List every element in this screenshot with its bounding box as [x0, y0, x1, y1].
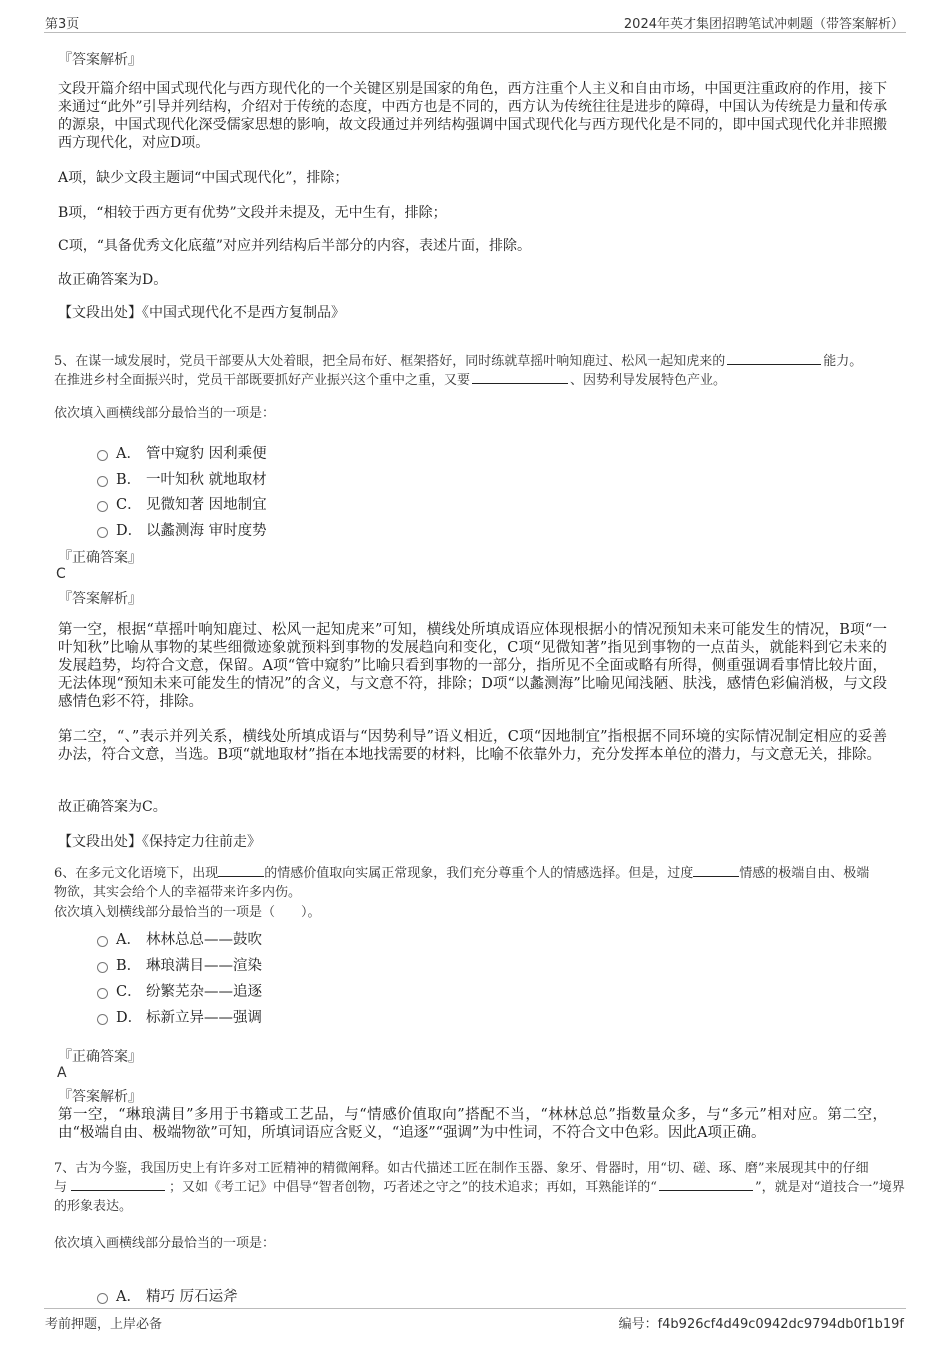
q6-option-b[interactable]: B． 琳琅满目——渲染 — [97, 954, 262, 975]
analysis-tag: 『答案解析』 — [58, 52, 142, 68]
q5-option-d[interactable]: D． 以蠡测海 审时度势 — [97, 519, 267, 540]
q5-source: 【文段出处】《保持定力往前走》 — [58, 834, 261, 850]
footer-slogan: 考前押题，上岸必备 — [45, 1317, 163, 1332]
footer-divider — [44, 1308, 906, 1309]
q5-conclusion: 故正确答案为C。 — [58, 799, 167, 815]
document-id: 编号：f4b926cf4d49c0942dc9794db0f1b19f — [618, 1317, 904, 1332]
q7-stem: 7、古为今鉴，我国历史上有许多对工匠精神的精微阐释。如古代描述工匠在制作玉器、象牙、骨器时，用“切、磋、琢、磨”来展现其中的仔细 与 ；又如《考工记》中倡导“智者创物，巧者述之守之”的技术追求；再如，耳熟能详的“ ”，就是对“道技合一”境界 的形象表达。 — [54, 1161, 905, 1214]
radio-icon[interactable] — [97, 936, 108, 947]
analysis-tag: 『答案解析』 — [58, 591, 142, 607]
analysis-tag: 『答案解析』 — [58, 1089, 142, 1105]
radio-icon[interactable] — [97, 988, 108, 999]
q6-prompt: 依次填入划横线部分最恰当的一项是（ ）。 — [54, 905, 321, 920]
q6-option-c[interactable]: C． 纷繁芜杂——追逐 — [97, 980, 262, 1001]
q4-option-b-note: B项，“相较于西方更有优势”文段并未提及，无中生有，排除； — [58, 205, 447, 221]
q6-stem: 6、在多元文化语境下，出现 的情感价值取向实属正常现象，我们充分尊重个人的情感选择。但是，过度 情感的极端自由、极端 物欲，其实会给个人的幸福带来许多内伤。 — [54, 866, 870, 900]
q7-prompt: 依次填入画横线部分最恰当的一项是： — [54, 1236, 276, 1251]
radio-icon[interactable] — [97, 501, 108, 512]
answer-tag: 『正确答案』 — [58, 550, 142, 566]
q6-blank-1 — [218, 864, 264, 877]
answer-tag: 『正确答案』 — [58, 1049, 142, 1065]
radio-icon[interactable] — [97, 1293, 108, 1304]
q6-option-d[interactable]: D． 标新立异——强调 — [97, 1006, 262, 1027]
q5-option-b[interactable]: B． 一叶知秋 就地取材 — [97, 468, 267, 489]
q5-blank-1 — [727, 352, 821, 365]
q7-blank-2 — [659, 1178, 753, 1191]
q5-answer: C — [56, 566, 66, 582]
q6-answer: A — [57, 1065, 67, 1081]
q6-option-a[interactable]: A． 林林总总——鼓吹 — [97, 928, 262, 949]
document-title: 2024年英才集团招聘笔试冲刺题（带答案解析） — [623, 17, 904, 32]
q7-blank-1 — [71, 1178, 165, 1191]
q6-analysis: 第一空，“琳琅满目”多用于书籍或工艺品，与“情感价值取向”搭配不当，“林林总总”指数量众多，与“多元”相对应。第二空，由“极端自由、极端物欲”可知，所填词语应含贬义，“追逐”“强调”为中性词，不符合文中色彩。因此A项正确。 — [58, 1107, 887, 1141]
q5-stem: 5、在谋一域发展时，党员干部要从大处着眼，把全局布好、框架搭好，同时练就草摇叶响知鹿过、松风一起知虎来的 能力。 在推进乡村全面振兴时，党员干部既要抓好产业振兴这个重中之重，又要 、因势利导发展特色产业。 — [54, 354, 863, 388]
q4-source: 【文段出处】《中国式现代化不是西方复制品》 — [58, 305, 345, 321]
q5-prompt: 依次填入画横线部分最恰当的一项是： — [54, 406, 276, 421]
q5-option-a[interactable]: A． 管中窥豹 因利乘便 — [97, 442, 267, 463]
radio-icon[interactable] — [97, 450, 108, 461]
q4-conclusion: 故正确答案为D。 — [58, 272, 168, 288]
q6-blank-2 — [693, 864, 739, 877]
page-number: 第3页 — [45, 17, 80, 32]
q5-blank-2 — [472, 371, 568, 384]
radio-icon[interactable] — [97, 1014, 108, 1025]
q4-option-a-note: A项，缺少文段主题词“中国式现代化”，排除； — [58, 170, 349, 186]
q5-analysis-2: 第二空，“、”表示并列关系，横线处所填成语与“因势利导”语义相近，C项“因地制宜”指根据不同环境的实际情况制定相应的妥善办法，符合文意，当选。B项“就地取材”指在本地找需要的材料，比喻不依靠外力，充分发挥本单位的潜力，与文意无关，排除。 — [58, 729, 887, 763]
radio-icon[interactable] — [97, 527, 108, 538]
q5-option-c[interactable]: C． 见微知著 因地制宜 — [97, 493, 267, 514]
q5-analysis-1: 第一空，根据“草摇叶响知鹿过、松风一起知虎来”可知，横线处所填成语应体现根据小的情况预知未来可能发生的情况，B项“一叶知秋”比喻从事物的某些细微迹象就预料到事物的发展趋向和变化，C项“见微知著”指见到事物的一点苗头，就能料到它未来的发展趋势，均符合文意，保留。A项“管中窥豹”比喻只看到事物的一部分，指所见不全面或略有所得，侧重强调看事情比较片面，无法体现“预知未来可能发生的情况”的含义，与文意不符，排除；D项“以蠡测海”比喻见闻浅陋、肤浅，感情色彩偏消极，与文段感情色彩不符，排除。 — [58, 622, 887, 710]
q4-analysis: 文段开篇介绍中国式现代化与西方现代化的一个关键区别是国家的角色，西方注重个人主义和自由市场，中国更注重政府的作用，接下来通过“此外”引导并列结构，介绍对于传统的态度，中西方也是不同的，西方认为传统往往是进步的障碍，中国认为传统是力量和传承的源泉，中国式现代化深受儒家思想的影响，故文段通过并列结构强调中国式现代化与西方现代化是不同的，即中国式现代化并非照搬西方现代化，对应D项。 — [58, 81, 887, 151]
q7-option-a[interactable]: A． 精巧 厉石运斧 — [97, 1285, 238, 1306]
q4-option-c-note: C项，“具备优秀文化底蕴”对应并列结构后半部分的内容，表述片面，排除。 — [58, 238, 532, 254]
header-divider — [44, 32, 906, 33]
radio-icon[interactable] — [97, 962, 108, 973]
radio-icon[interactable] — [97, 476, 108, 487]
page-footer — [0, 1305, 950, 1345]
page-header — [0, 0, 950, 32]
